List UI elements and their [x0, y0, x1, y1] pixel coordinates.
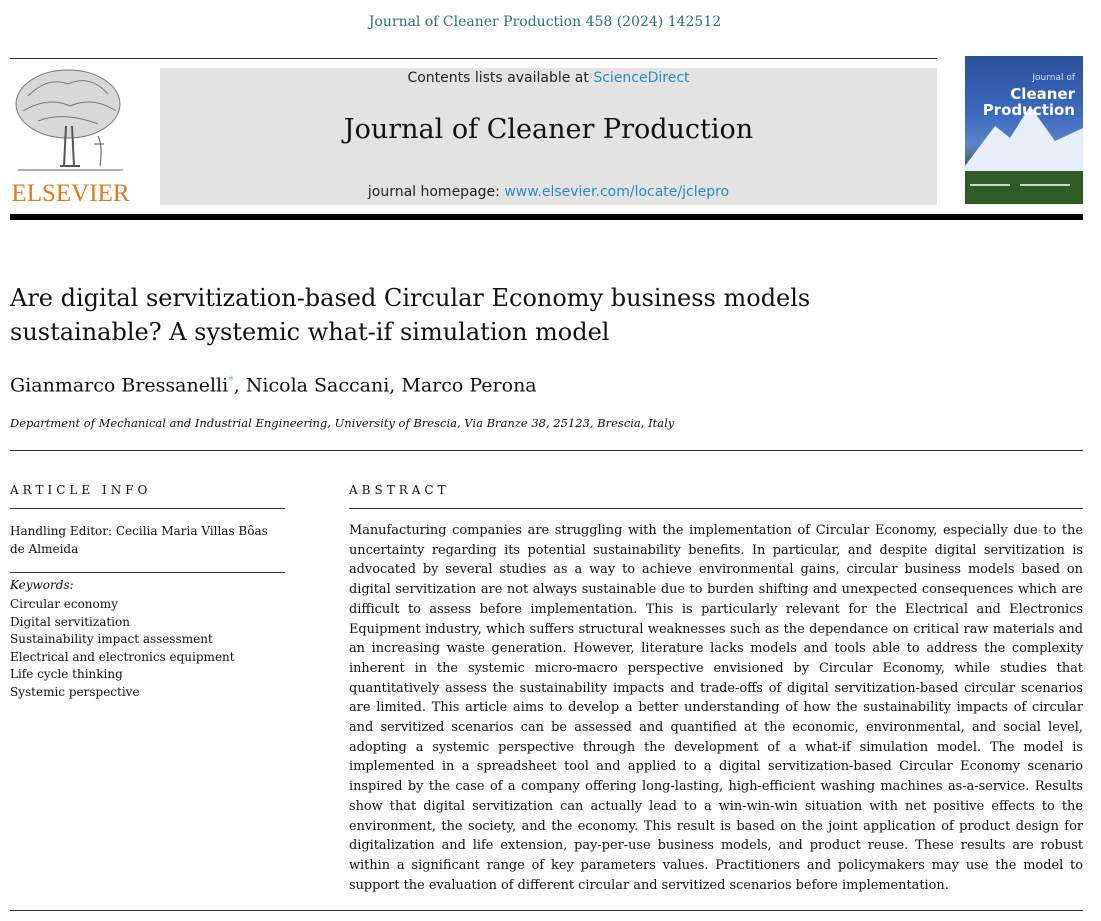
handling-editor: Handling Editor: Cecilia Maria Villas Bôas de Almeida: [10, 524, 268, 556]
keyword-item: Systemic perspective: [10, 684, 140, 699]
cover-small-text: Journal of: [1032, 73, 1075, 83]
homepage-line: [160, 184, 937, 200]
header-divider: [10, 58, 937, 59]
keyword-item: Sustainability impact assessment: [10, 632, 213, 647]
abstract-text: Manufacturing companies are struggling with the implementation of Circular Economy, especially due to the uncertainty regarding its potential sustainability benefits. In particular, and despite digital servitization is advocated by several studies as a way to achieve environmental gains, circular business models based on digital servitization are not always sustainable due to burden shifting and unexpected consequences which are difficult to assess before implementation. This is particularly relevant for the Electrical and Electronics Equipment industry, which suffers structural weaknesses such as the dependance on critical raw materials and an increasing waste generation. However, literature lacks models and tools able to address the complexity inherent in the systemic micro-macro perspective envisioned by Circular Economy, while studies that quantitatively assess the sustainability impacts and trade-offs of digital servitization-based circular scenarios are limited. This article aims to develop a better understanding of how the sustainability impacts of circular and servitized scenarios can be assessed and quantified at the economic, environmental, and social level, adopting a systemic perspective through the development of a what-if simulation model. The model is implemented in a spreadsheet tool and applied to a digital servitization-based Circular Economy scenario inspired by the case of a company offering long-lasting, high-efficient washing machines as-a-service. Results show that digital servitization can actually lead to a win-win-win situation with net positive effects to the environment, the society, and the economy. This result is based on the joint application of product design for digitalization and life extension, pay-per-use business models, and product reuse. These results are robust within a significant range of key parameters values. Practitioners and policymakers may use the model to support the evaluation of different circular and servitized scenarios before implementation.: [349, 523, 1083, 893]
journal-banner: [160, 68, 937, 205]
section-divider: [10, 450, 1083, 451]
cover-title: [965, 70, 1083, 118]
keyword-item: Life cycle thinking: [10, 667, 123, 682]
affiliation: Department of Mechanical and Industrial Engineering, University of Brescia, Via Branze 38, 25123, Brescia, Italy: [10, 416, 675, 430]
author-name[interactable]: Nicola Saccani: [245, 374, 390, 397]
article-title-line1: Are digital servitization-based Circular Economy business models: [10, 284, 811, 312]
elsevier-tree-icon: [8, 66, 133, 178]
author-list: Gianmarco Bressanelli*, Nicola Saccani, Marco Perona: [10, 374, 537, 397]
journal-citation[interactable]: Journal of Cleaner Production 458 (2024) 142512: [368, 14, 722, 30]
elsevier-logo[interactable]: [8, 66, 133, 208]
keyword-item: Electrical and electronics equipment: [10, 649, 235, 664]
abstract-divider: [349, 508, 1083, 509]
elsevier-wordmark: ELSEVIER: [11, 180, 130, 207]
contents-line: [160, 70, 937, 86]
homepage-prefix: journal homepage:: [367, 184, 500, 200]
keywords-list: [10, 596, 235, 702]
journal-cover-image[interactable]: [965, 56, 1083, 204]
article-info-divider: [10, 508, 285, 509]
keyword-item: Circular economy: [10, 597, 118, 611]
journal-name: Journal of Cleaner Production: [343, 114, 754, 145]
contents-prefix: Contents lists available at: [407, 70, 589, 86]
header-thick-divider: [10, 214, 1083, 220]
article-title: [10, 281, 890, 349]
bottom-divider: [10, 910, 1083, 911]
sciencedirect-link[interactable]: ScienceDirect: [593, 70, 690, 86]
keyword-item: Digital servitization: [10, 614, 130, 629]
author-name[interactable]: Marco Perona: [401, 374, 537, 397]
cover-title-line1: Cleaner: [1010, 85, 1075, 103]
corresponding-author-mark[interactable]: *: [228, 374, 234, 387]
abstract-heading: ABSTRACT: [349, 483, 450, 497]
article-info-heading: ARTICLE INFO: [10, 483, 152, 497]
article-title-line2: sustainable? A systemic what-if simulation model: [10, 318, 610, 346]
author-name[interactable]: Gianmarco Bressanelli: [10, 374, 229, 397]
keywords-divider: [10, 572, 285, 573]
homepage-link[interactable]: www.elsevier.com/locate/jclepro: [504, 184, 730, 200]
keywords-label: Keywords:: [10, 578, 74, 592]
cover-title-line2: Production: [982, 101, 1075, 119]
